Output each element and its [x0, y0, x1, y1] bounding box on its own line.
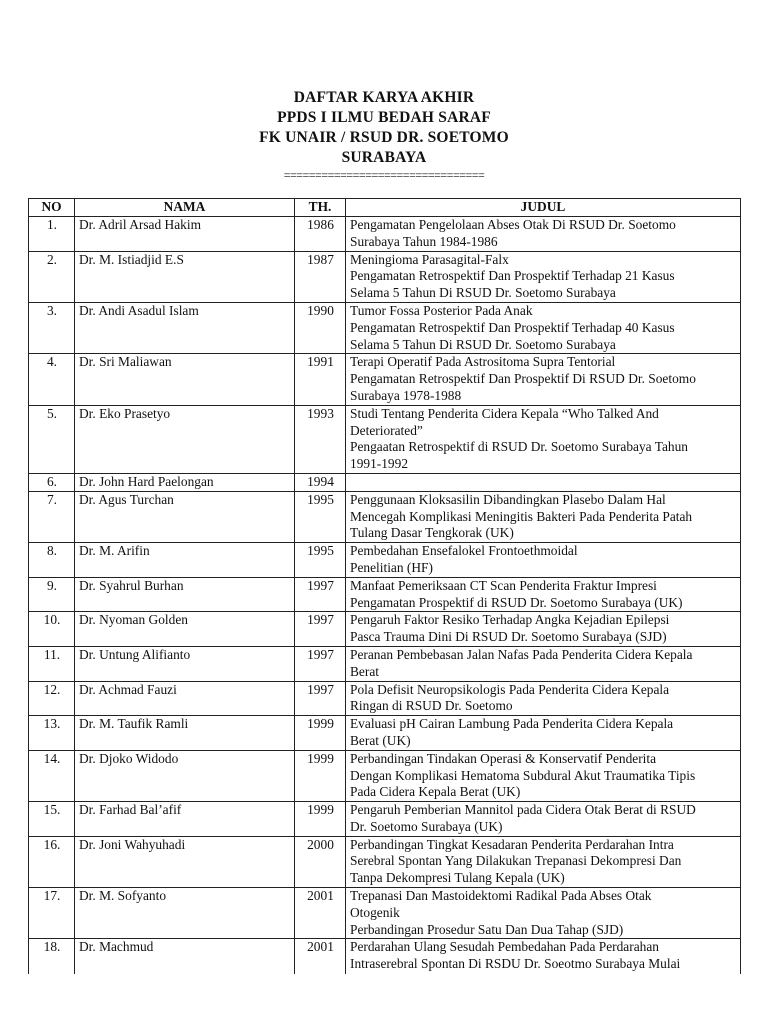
thesis-title-line: Pasca Trauma Dini Di RSUD Dr. Soetomo Surabaya (SJD)	[350, 629, 667, 645]
thesis-title-line: Pengamatan Retrospektif Dan Prospektif Di RSUD Dr. Soetomo	[350, 371, 696, 387]
row-number: 6.	[29, 473, 75, 491]
thesis-title	[346, 491, 741, 542]
thesis-title-line: Surabaya Tahun 1984-1986	[350, 233, 498, 249]
row-number: 12.	[29, 681, 75, 716]
thesis-title	[346, 802, 741, 837]
thesis-title-line: Tumor Fossa Posterior Pada Anak	[350, 302, 533, 318]
row-number: 9.	[29, 577, 75, 612]
thesis-year: 1997	[295, 681, 346, 716]
thesis-title-line: Perbandingan Prosedur Satu Dan Dua Tahap (SJD)	[350, 921, 624, 937]
row-number: 13.	[29, 716, 75, 751]
table-row	[29, 646, 741, 681]
row-number: 1.	[29, 217, 75, 252]
thesis-year: 1987	[295, 251, 346, 302]
thesis-title-line: Tulang Dasar Tengkorak (UK)	[350, 525, 514, 541]
thesis-title-line: Mencegah Komplikasi Meningitis Bakteri Pada Penderita Patah	[350, 508, 693, 524]
row-number: 11.	[29, 646, 75, 681]
thesis-year: 1994	[295, 473, 346, 491]
thesis-title-line: Pengamatan Prospektif di RSUD Dr. Soetomo Surabaya (UK)	[350, 594, 683, 610]
thesis-title-line: Perdarahan Ulang Sesudah Pembedahan Pada Perdarahan	[350, 939, 659, 955]
column-header-judul: JUDUL	[346, 199, 741, 217]
thesis-title-line: Perbandingan Tindakan Operasi & Konservatif Penderita	[350, 750, 657, 766]
row-number: 7.	[29, 491, 75, 542]
thesis-title-line: Intraserebral Spontan Di RSDU Dr. Soeotmo Surabaya Mulai	[350, 956, 681, 972]
thesis-title-line: Peranan Pembebasan Jalan Nafas Pada Penderita Cidera Kepala	[350, 646, 693, 662]
thesis-year: 1993	[295, 405, 346, 473]
thesis-title-line: Dr. Soetomo Surabaya (UK)	[350, 818, 503, 834]
table-row	[29, 750, 741, 801]
thesis-title-line: Terapi Operatif Pada Astrositoma Supra Tentorial	[350, 354, 616, 370]
thesis-title-line: Manfaat Pemeriksaan CT Scan Penderita Fraktur Impresi	[350, 577, 657, 593]
thesis-title-line	[350, 474, 737, 491]
thesis-title	[346, 681, 741, 716]
table-row	[29, 405, 741, 473]
table-row	[29, 217, 741, 252]
thesis-title	[346, 836, 741, 887]
author-name: Dr. Syahrul Burhan	[75, 577, 295, 612]
thesis-title	[346, 888, 741, 939]
thesis-year: 1997	[295, 612, 346, 647]
author-name: Dr. M. Arifin	[75, 543, 295, 578]
thesis-title-line: Penelitian (HF)	[350, 559, 433, 575]
row-number: 16.	[29, 836, 75, 887]
thesis-title-line: Pengamatan Retrospektif Dan Prospektif Terhadap 21 Kasus	[350, 268, 675, 284]
thesis-title	[346, 302, 741, 353]
thesis-title-line: 1991-1992	[350, 456, 409, 472]
document-title: DAFTAR KARYA AKHIR	[293, 89, 475, 106]
thesis-title-line: Pengaatan Retrospektif di RSUD Dr. Soetomo Surabaya Tahun	[350, 439, 688, 455]
thesis-year: 1999	[295, 750, 346, 801]
thesis-title-line: Deteriorated”	[350, 422, 423, 438]
thesis-title-line: Pengaruh Pemberian Mannitol pada Cidera Otak Berat di RSUD	[350, 802, 696, 818]
thesis-title	[346, 405, 741, 473]
thesis-title-line: Dengan Komplikasi Hematoma Subdural Akut Traumatika Tipis	[350, 767, 696, 783]
thesis-year: 2000	[295, 836, 346, 887]
thesis-title-line: Meningioma Parasagital-Falx	[350, 251, 509, 267]
table-row	[29, 473, 741, 491]
author-name: Dr. Machmud	[75, 939, 295, 990]
thesis-title-line: Otogenik	[350, 904, 400, 920]
page-bottom-cutoff	[0, 974, 768, 1024]
thesis-title-line: Pengaruh Faktor Resiko Terhadap Angka Kejadian Epilepsi	[350, 612, 670, 628]
thesis-title-line: Pengamatan Retrospektif Dan Prospektif Terhadap 40 Kasus	[350, 319, 675, 335]
thesis-title	[346, 646, 741, 681]
author-name: Dr. M. Sofyanto	[75, 888, 295, 939]
author-name: Dr. Joni Wahyuhadi	[75, 836, 295, 887]
thesis-title-line: Penggunaan Kloksasilin Dibandingkan Plasebo Dalam Hal	[350, 491, 666, 507]
thesis-title	[346, 473, 741, 491]
thesis-title-line: Pengamatan Pengelolaan Abses Otak Di RSUD Dr. Soetomo	[350, 217, 676, 232]
thesis-year: 1986	[295, 217, 346, 252]
thesis-year: 1999	[295, 716, 346, 751]
program-name: PPDS I ILMU BEDAH SARAF	[277, 109, 491, 126]
thesis-title-line: Pembedahan Ensefalokel Frontoethmoidal	[350, 543, 578, 559]
thesis-title-line: Studi Tentang Penderita Cidera Kepala “Who Talked And	[350, 405, 659, 421]
thesis-title	[346, 251, 741, 302]
author-name: Dr. John Hard Paelongan	[75, 473, 295, 491]
thesis-title-line: Berat	[350, 663, 379, 679]
thesis-title-line: Tanpa Dekompresi Tulang Kepala (UK)	[350, 870, 565, 886]
thesis-title	[346, 612, 741, 647]
table-body	[29, 217, 741, 991]
thesis-year: 1997	[295, 646, 346, 681]
author-name: Dr. Nyoman Golden	[75, 612, 295, 647]
table-row	[29, 302, 741, 353]
author-name: Dr. Djoko Widodo	[75, 750, 295, 801]
author-name: Dr. Farhad Bal’afif	[75, 802, 295, 837]
header-rule: ================================	[283, 168, 485, 182]
table-row	[29, 612, 741, 647]
thesis-title-line: Ringan di RSUD Dr. Soetomo	[350, 698, 513, 714]
row-number: 18.	[29, 939, 75, 990]
thesis-title-line: Selama 5 Tahun Di RSUD Dr. Soetomo Surabaya	[350, 285, 616, 301]
table-row	[29, 716, 741, 751]
thesis-year: 1995	[295, 543, 346, 578]
table-row	[29, 836, 741, 887]
table-row	[29, 802, 741, 837]
thesis-title-line: Evaluasi pH Cairan Lambung Pada Penderita Cidera Kepala	[350, 716, 674, 732]
author-name: Dr. Untung Alifianto	[75, 646, 295, 681]
row-number: 2.	[29, 251, 75, 302]
row-number: 4.	[29, 354, 75, 405]
row-number: 15.	[29, 802, 75, 837]
author-name: Dr. M. Taufik Ramli	[75, 716, 295, 751]
column-header-nama: NAMA	[75, 199, 295, 217]
institution-name: FK UNAIR / RSUD DR. SOETOMO	[259, 129, 509, 146]
thesis-year: 1991	[295, 354, 346, 405]
column-header-no: NO	[29, 199, 75, 217]
table-row	[29, 577, 741, 612]
table-row	[29, 681, 741, 716]
author-name: Dr. Sri Maliawan	[75, 354, 295, 405]
document-header	[0, 88, 768, 181]
author-name: Dr. Andi Asadul Islam	[75, 302, 295, 353]
row-number: 3.	[29, 302, 75, 353]
thesis-title	[346, 217, 741, 252]
author-name: Dr. Achmad Fauzi	[75, 681, 295, 716]
thesis-year: 2001	[295, 888, 346, 939]
author-name: Dr. Agus Turchan	[75, 491, 295, 542]
row-number: 14.	[29, 750, 75, 801]
row-number: 17.	[29, 888, 75, 939]
thesis-year: 1999	[295, 802, 346, 837]
author-name: Dr. Eko Prasetyo	[75, 405, 295, 473]
thesis-title-line: Pada Cidera Kepala Berat (UK)	[350, 784, 521, 800]
thesis-title	[346, 716, 741, 751]
thesis-title-line: Pola Defisit Neuropsikologis Pada Penderita Cidera Kepala	[350, 681, 670, 697]
row-number: 10.	[29, 612, 75, 647]
row-number: 5.	[29, 405, 75, 473]
city-name: SURABAYA	[341, 149, 427, 166]
thesis-title	[346, 354, 741, 405]
table-row	[29, 888, 741, 939]
table-header-row	[29, 199, 741, 217]
row-number: 8.	[29, 543, 75, 578]
karya-akhir-table	[28, 198, 741, 991]
thesis-year: 1997	[295, 577, 346, 612]
table-row	[29, 491, 741, 542]
table-row	[29, 251, 741, 302]
thesis-title	[346, 543, 741, 578]
thesis-title-line: Surabaya 1978-1988	[350, 387, 462, 403]
thesis-title	[346, 577, 741, 612]
thesis-title-line: Trepanasi Dan Mastoidektomi Radikal Pada Abses Otak	[350, 888, 652, 904]
table-row	[29, 543, 741, 578]
thesis-title-line: Berat (UK)	[350, 732, 411, 748]
author-name: Dr. Adril Arsad Hakim	[75, 217, 295, 252]
thesis-title-line: Perbandingan Tingkat Kesadaran Penderita Perdarahan Intra	[350, 836, 674, 852]
thesis-year: 1990	[295, 302, 346, 353]
thesis-title-line: Serebral Spontan Yang Dilakukan Trepanasi Dekompresi Dan	[350, 853, 682, 869]
thesis-title	[346, 750, 741, 801]
thesis-year: 1995	[295, 491, 346, 542]
column-header-th: TH.	[295, 199, 346, 217]
thesis-year: 2001	[295, 939, 346, 990]
thesis-title-line: Selama 5 Tahun Di RSUD Dr. Soetomo Surabaya	[350, 336, 616, 352]
table-row	[29, 354, 741, 405]
author-name: Dr. M. Istiadjid E.S	[75, 251, 295, 302]
